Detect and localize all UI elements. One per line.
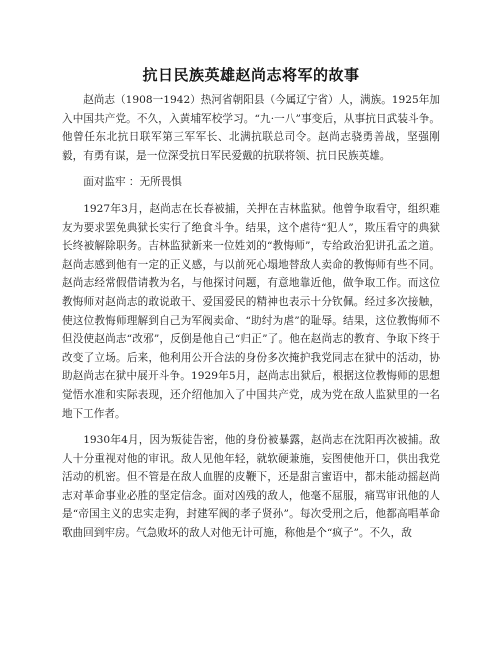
document-body	[62, 91, 440, 543]
section-heading: 面对监牢 ：无所畏惧	[83, 176, 182, 189]
paragraph-intro: 赵尚志（1908一1942）热河省朝阳县（今属辽宁省）人，满族。1925年加入中国共产党。不久，入黄埔军校学习。“九·一八”事变后，从事抗日武装斗争。他曾任东北抗日联军第三军军长、北满抗联总司令。赵尚志骁勇善战，坚强刚毅，有勇有谋，是一位深受抗日军民爱戴的抗联将领、抗日民族英雄。	[62, 94, 440, 162]
paragraph-prison-1927: 1927年3月，赵尚志在长春被捕，关押在吉林监狱。他曾争取看守，组织难友为要求罢免典狱长实行了绝食斗争。结果，这个虐待“犯人”，欺压看守的典狱长终被解除职务。吉林监狱新来一位姓刘的“教悔师”，专给政治犯讲孔孟之道。赵尚志感到他有一定的正义感，与以前死心塌地替敌人卖命的教悔师有些不同。赵尚志经常假借请教为名，与他探讨问题，有意地靠近他，做争取工作。而这位教悔师对赵尚志的敢说敢干、爱国爱民的精神也表示十分钦佩。经过多次接触，使这位教悔师理解到自己为军阀卖命、“助纣为虐”的耻辱。结果，这位教悔师不但没使赵尚志“改邪”，反倒是他自己“归正”了。他在赵尚志的教育、争取下终于改变了立场。后来，他利用公开合法的身份多次掩护我党同志在狱中的活动，协助赵尚志在狱中展开斗争。1929年5月，赵尚志出狱后，根据这位教悔师的思想觉悟水准和实际表现，还介绍他加入了中国共产党，成为党在敌人监狱里的一名地下工作者。	[62, 202, 440, 420]
document-title: 抗日民族英雄赵尚志将军的故事	[142, 66, 360, 84]
paragraph-arrest-1930: 1930年4月，因为叛徒告密，他的身份被暴露，赵尚志在沈阳再次被捕。敌人十分重视对他的审讯。敌人见他年轻，就软硬兼施，妄图使他开口，供出我党活动的机密。但不管是在敌人血腥的皮鞭下，还是甜言蜜语中，都未能动摇赵尚志对革命事业必胜的坚定信念。面对凶残的敌人，他毫不屈服，痛骂审讯他的人是“帝国主义的忠实走狗，封建军阀的孝子贤孙”。每次受刑之后，他都高唱革命歌曲回到牢房。气急败坏的敌人对他无计可施，称他是个“疯子”。不久，敌	[62, 434, 440, 540]
